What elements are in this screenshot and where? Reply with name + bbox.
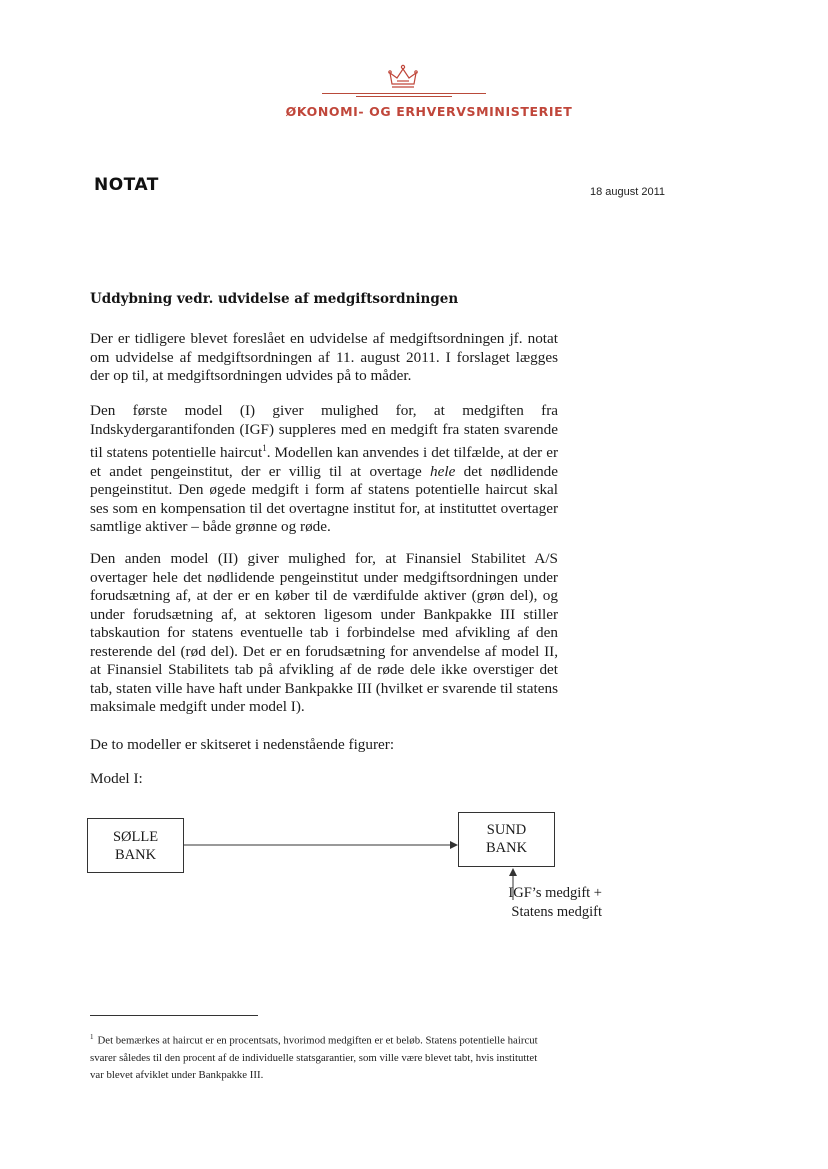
sound-bank-box bbox=[458, 812, 555, 867]
footnote bbox=[90, 1029, 550, 1084]
funding-label-line-2: Statens medgift bbox=[511, 904, 602, 920]
paragraph-model-two: Den anden model (II) giver mulighed for, at Finansiel Stabilitet A/S overtager hele det nødlidende pengeinstitut under medgiftsordningen under forudsætning af, at der er en køber til de værdifulde aktiver (grøn del), og under forudsætning af, at sektoren ligesom under Bankpakke III stiller tabskaution for statens eventuelle tab i forbindelse med afvikling af den resterende del (rød del). Det er en forudsætning for anvendelse af model II, at Finansiel Stabilitets tab på afvikling af de røde dele ikke overstiger det tab, staten ville have haft under Bankpakke III (hvilket er svarende til statens maksimale medgift under model I). bbox=[90, 550, 558, 715]
paragraph-emphasis: hele bbox=[430, 462, 456, 480]
crown-icon bbox=[386, 64, 420, 92]
logo-rule-top bbox=[322, 93, 486, 94]
document-type-label: NOTAT bbox=[94, 175, 159, 195]
sound-bank-label-line-2: BANK bbox=[485, 840, 528, 856]
footnote-number: 1 bbox=[90, 1033, 94, 1041]
logo-rule-bottom bbox=[356, 96, 452, 97]
poor-bank-label-line-2: BANK bbox=[114, 847, 157, 863]
footnote-divider bbox=[90, 1015, 258, 1016]
document-heading: Uddybning vedr. udvidelse af medgiftsordningen bbox=[90, 291, 459, 307]
footnote-reference[interactable]: 1 bbox=[262, 443, 267, 453]
footnote-text: Det bemærkes at haircut er en procentsats, hvorimod medgiften er et beløb. Statens potentielle haircut svarer således til den procent af de individuelle statsgarantier, som ville være blevet tabt, hvis instituttet var blevet afviklet under Bankpakke III. bbox=[90, 1034, 538, 1081]
poor-bank-label-line-1: SØLLE bbox=[112, 829, 159, 845]
poor-bank-box bbox=[87, 818, 184, 873]
paragraph-model-one bbox=[90, 402, 558, 537]
paragraph-model-one-part-1: Den første model (I) giver mulighed for, at medgiften fra Indskydergarantifonden (IGF) suppleres med en medgift fra staten svarende til statens potentielle haircut bbox=[90, 402, 558, 462]
model-one-label: Model I: bbox=[90, 770, 143, 787]
paragraph-intro: Der er tidligere blevet foreslået en udvidelse af medgiftsordningen jf. notat om udvidelse af medgiftsordningen af 11. august 2011. I forslaget lægges der op til, at medgiftsordningen udvides på to måder. bbox=[90, 330, 558, 384]
paragraph-model-one-part-3: det nødlidende pengeinstitut. Den øgede medgift i form af statens potentielle haircut skal ses som en kompensation til det overtagne institut for, at instituttet overtager samtlige aktiver – både grønne og røde. bbox=[90, 462, 558, 536]
ministry-name: ØKONOMI- OG ERHVERVSMINISTERIET bbox=[285, 104, 573, 119]
sound-bank-label-line-1: SUND bbox=[486, 822, 527, 838]
document-date: 18 august 2011 bbox=[590, 186, 666, 198]
funding-label bbox=[432, 884, 602, 922]
paragraph-model-one-part-2: . Modellen kan anvendes i det tilfælde, at der er et andet pengeinstitut, der er villig til at overtage bbox=[90, 444, 559, 480]
paragraph-figures-intro: De to modeller er skitseret i nedenstående figurer: bbox=[90, 736, 395, 753]
funding-label-line-1: IGF’s medgift + bbox=[508, 885, 602, 901]
transfer-arrow-head bbox=[450, 841, 458, 849]
funding-arrow-head bbox=[509, 868, 517, 876]
